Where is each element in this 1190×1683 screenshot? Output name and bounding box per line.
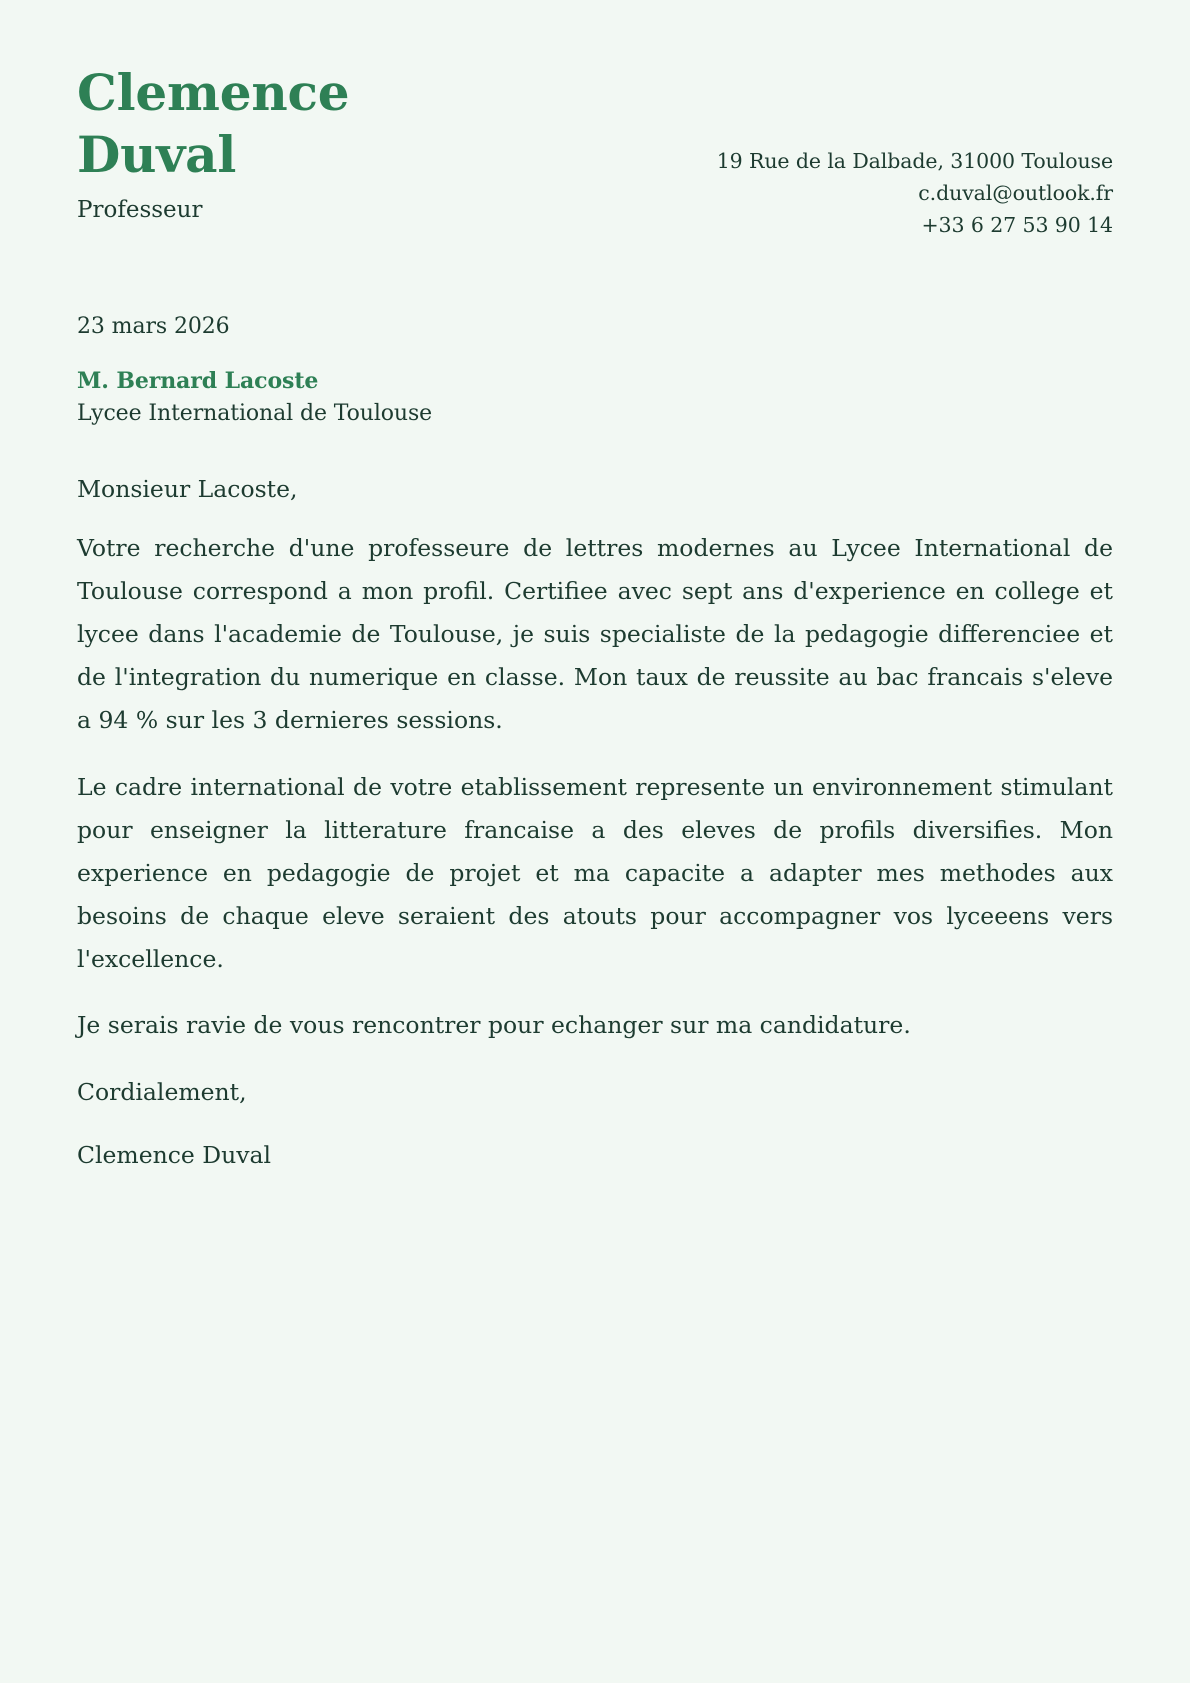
letter-paragraph-1: Votre recherche d'une professeure de lettres modernes au Lycee International de Toulouse correspond a mon profil. Certifiee avec sept ans d'experience en college et lycee dans l'academie de Toulouse, je suis specialiste de la pedagogie differenciee et de l'integration du numerique en classe. Mon taux de reussite au bac francais s'eleve a 94 % sur les 3 dernieres sessions. (77, 534, 1113, 735)
sender-identity (77, 62, 377, 226)
letter-header (77, 0, 1113, 241)
letter-meta (77, 313, 1113, 426)
sender-address: 19 Rue de la Dalbade, 31000 Toulouse (716, 149, 1113, 173)
letter-body (77, 472, 1113, 1174)
letter-date: 23 mars 2026 (77, 314, 230, 340)
letter-closing: Cordialement, (77, 1078, 247, 1107)
recipient-organization: Lycee International de Toulouse (77, 400, 433, 426)
sender-role: Professeur (77, 197, 203, 223)
sender-phone[interactable]: +33 6 27 53 90 14 (921, 212, 1113, 237)
sender-email[interactable]: c.duval@outlook.fr (918, 180, 1113, 205)
sender-name: Clemence Duval (77, 63, 350, 184)
letter-salutation: Monsieur Lacoste, (77, 474, 298, 503)
recipient-name: M. Bernard Lacoste (77, 367, 319, 394)
letter-signature: Clemence Duval (77, 1141, 272, 1170)
letter-paragraph-2: Le cadre international de votre etablissement represente un environnement stimulant pour enseigner la litterature francaise a des eleves de profils diversifies. Mon experience en pedagogie de projet et ma capacite a adapter mes methodes aux besoins de chaque eleve seraient des atouts pour accompagner vos lyceeens vers l'excellence. (77, 772, 1113, 973)
sender-contact-block (717, 62, 1113, 241)
letter-paragraph-3: Je serais ravie de vous rencontrer pour echanger sur ma candidature. (77, 1011, 911, 1040)
